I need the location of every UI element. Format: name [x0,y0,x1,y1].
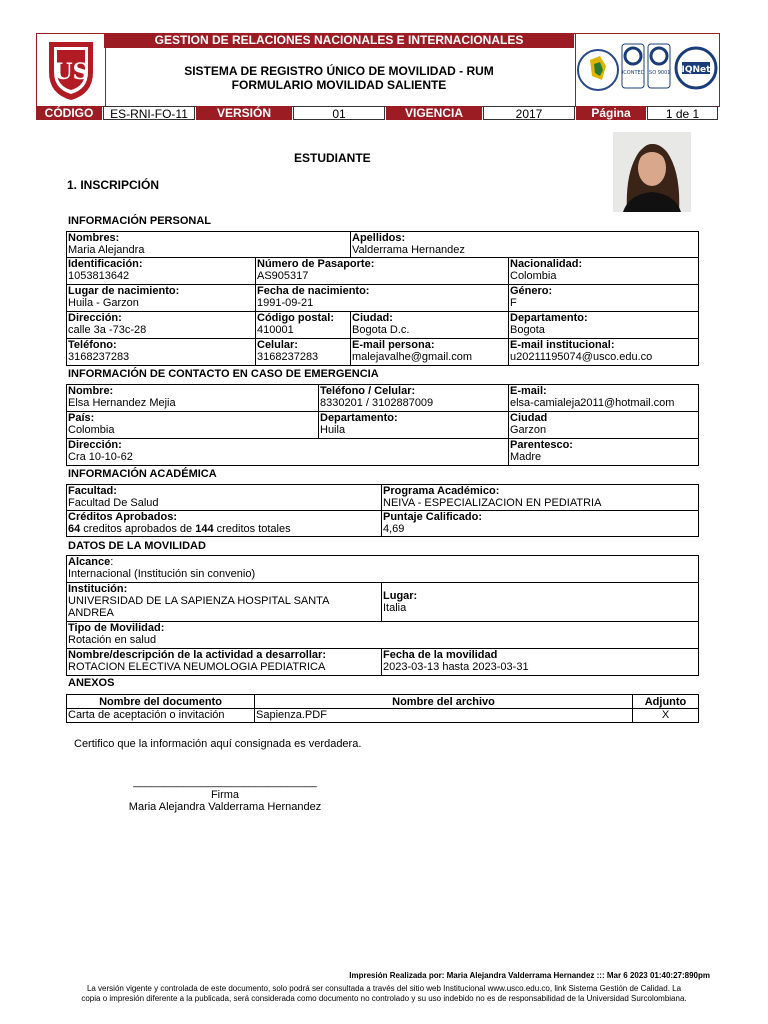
lugar-nac-label: Lugar de nacimiento: [68,285,180,297]
cert-label-2: IQNet [681,65,711,75]
celular-label: Celular: [257,339,298,351]
depto-value: Bogota [510,324,545,336]
programa-value: NEIVA - ESPECIALIZACION EN PEDIATRIA [383,497,602,509]
annex-archivo: Sapienza.PDF [255,709,633,723]
telefono-label: Teléfono: [68,339,117,351]
footer-note-2: copia o impresión diferente a la publicada, será considerada como documento no controlado y su uso indebido no es de responsabilidad de la Universidad Surcolombiana. [81,994,687,1003]
direccion-label: Dirección: [68,312,122,324]
table-row [67,709,699,723]
vigencia-label: VIGENCIA [386,106,482,120]
creditos-value [68,523,380,535]
certify-text: Certifico que la información aquí consignada es verdadera. [74,738,362,750]
em-direccion-value: Cra 10-10-62 [68,451,133,463]
cert-label-0: ICONTEC [621,70,645,76]
lugar-nac-value: Huila - Garzon [68,297,139,309]
em-ciudad-label: Ciudad [510,412,548,424]
version-label: VERSIÓN [196,106,292,120]
creditos-end: creditos totales [213,523,291,535]
inscripcion-heading: 1. INSCRIPCIÓN [67,178,160,192]
alcance-colon: : [110,556,114,568]
signature-label: Firma [210,789,240,801]
pasaporte-label: Número de Pasaporte: [257,258,375,270]
em-email-value: elsa-camialeja2011@hotmail.com [510,397,675,409]
fecha-mov-value: 2023-03-13 hasta 2023-03-31 [383,661,529,673]
signature-line: ______________________________ [133,776,317,788]
genero-value: F [510,297,517,309]
personal-row-4 [66,311,699,366]
cert-label-1: ISO 9001 [647,70,671,76]
fecha-mov-label: Fecha de la movilidad [383,649,498,661]
puntaje-value: 4,69 [383,523,405,535]
tipo-value: Rotación en salud [68,634,157,646]
personal-info-title: INFORMACIÓN PERSONAL [68,215,211,227]
alcance-value: Internacional (Institución sin convenio) [68,568,256,580]
pagina-value: 1 de 1 [647,106,718,120]
em-email-label: E-mail: [510,385,547,397]
logo-text: US [53,59,89,85]
email-label: E-mail persona: [352,339,435,351]
direccion-value: calle 3a -73c-28 [68,324,147,336]
id-label: Identificación: [68,258,143,270]
personal-row-2 [66,257,699,312]
annex-adjunto: X [633,709,699,723]
pasaporte-value: AS905317 [257,270,309,282]
actividad-value: ROTACION ELECTIVA NEUMOLOGIA PEDIATRICA [68,661,326,673]
code-label: CÓDIGO [36,106,102,120]
tipo-label: Tipo de Movilidad: [68,622,165,634]
em-pais-label: País: [68,412,95,424]
celular-value: 3168237283 [257,351,319,363]
em-parentesco-value: Madre [510,451,542,463]
emergency-title: INFORMACIÓN DE CONTACTO EN CASO DE EMERGENCIA [68,368,379,380]
institucion-label: Institución: [68,583,128,595]
emergency-table [66,384,699,466]
creditos-aprobados: 64 [68,523,81,535]
em-nombre-value: Elsa Hernandez Mejia [68,397,176,409]
puntaje-label: Puntaje Calificado: [383,511,483,523]
personal-row-1 [66,231,699,258]
depto-label: Departamento: [510,312,588,324]
email-inst-label: E-mail institucional: [510,339,615,351]
alcance-label: Alcance [68,556,111,568]
nacionalidad-label: Nacionalidad: [510,258,583,270]
student-heading: ESTUDIANTE [294,151,371,165]
pagina-label: Página [576,106,646,120]
em-pais-value: Colombia [68,424,115,436]
certification-logos [575,34,720,106]
annex-header-archivo: Nombre del archivo [255,695,633,709]
em-nombre-label: Nombre: [68,385,114,397]
header-band-title: GESTION DE RELACIONES NACIONALES E INTERNACIONALES [104,33,574,48]
facultad-value: Facultad De Salud [68,497,159,509]
apellidos-label: Apellidos: [352,232,406,244]
programa-label: Programa Académico: [383,485,500,497]
system-title: SISTEMA DE REGISTRO ÚNICO DE MOVILIDAD - RUM [184,64,494,78]
fecha-nac-label: Fecha de nacimiento: [257,285,370,297]
nombres-label-cell: Nombres: [68,232,120,244]
institucion-line1: UNIVERSIDAD DE LA SAPIENZA HOSPITAL SANTA [68,595,330,607]
academic-title: INFORMACIÓN ACADÉMICA [68,468,217,480]
em-parentesco-label: Parentesco: [510,439,573,451]
annexes-table [66,694,699,723]
annex-header-adjunto: Adjunto [633,695,699,709]
footer-note-1: La versión vigente y controlada de este documento, solo podrá ser consultada a través del sitio web Institucional www.usco.edu.co, link Sistema Gestión de Calidad. La [86,984,682,993]
postal-value: 410001 [257,324,294,336]
annex-header-documento: Nombre del documento [67,695,255,709]
em-tel-label: Teléfono / Celular: [320,385,416,397]
email-value: malejavalhe@gmail.com [352,351,472,363]
em-depto-value: Huila [320,424,346,436]
em-ciudad-value: Garzon [510,424,547,436]
creditos-mid: creditos aprobados de [80,523,196,535]
ciudad-label: Ciudad: [352,312,393,324]
code-value: ES-RNI-FO-11 [103,106,195,120]
apellidos-value: Valderrama Hernandez [352,244,465,256]
actividad-label: Nombre/descripción de la actividad a desarrollar: [68,649,326,661]
em-depto-label: Departamento: [320,412,398,424]
creditos-label: Créditos Aprobados: [68,511,177,523]
em-direccion-label: Dirección: [68,439,122,451]
vigencia-value: 2017 [483,106,575,120]
id-value: 1053813642 [68,270,130,282]
em-tel-value: 8330201 / 3102887009 [320,397,434,409]
nombres-value-cell: Maria Alejandra [68,244,145,256]
form-title: FORMULARIO MOVILIDAD SALIENTE [231,78,447,92]
annex-documento: Carta de aceptación o invitación [67,709,255,723]
print-info: Impresión Realizada por: Maria Alejandra Valderrama Hernandez ::: Mar 6 2023 01:40:27:890pm [349,971,710,980]
telefono-value: 3168237283 [68,351,130,363]
student-photo [613,132,691,212]
mobility-table-a [66,555,699,676]
creditos-totales: 144 [195,523,214,535]
annexes-title: ANEXOS [68,677,115,689]
nacionalidad-value: Colombia [510,270,557,282]
facultad-label: Facultad: [68,485,117,497]
ciudad-value: Bogota D.c. [352,324,410,336]
signature-name: Maria Alejandra Valderrama Hernandez [128,801,322,813]
lugar-value: Italia [383,602,407,614]
genero-label: Género: [510,285,553,297]
institucion-line2: ANDREA [68,607,114,619]
version-value: 01 [293,106,385,120]
university-logo [37,34,106,106]
fecha-nac-value: 1991-09-21 [257,297,314,309]
lugar-label: Lugar: [383,590,418,602]
mobility-title: DATOS DE LA MOVILIDAD [68,540,206,552]
academic-table [66,484,699,537]
email-inst-value: u20211195074@usco.edu.co [510,351,653,363]
postal-label: Código postal: [257,312,334,324]
